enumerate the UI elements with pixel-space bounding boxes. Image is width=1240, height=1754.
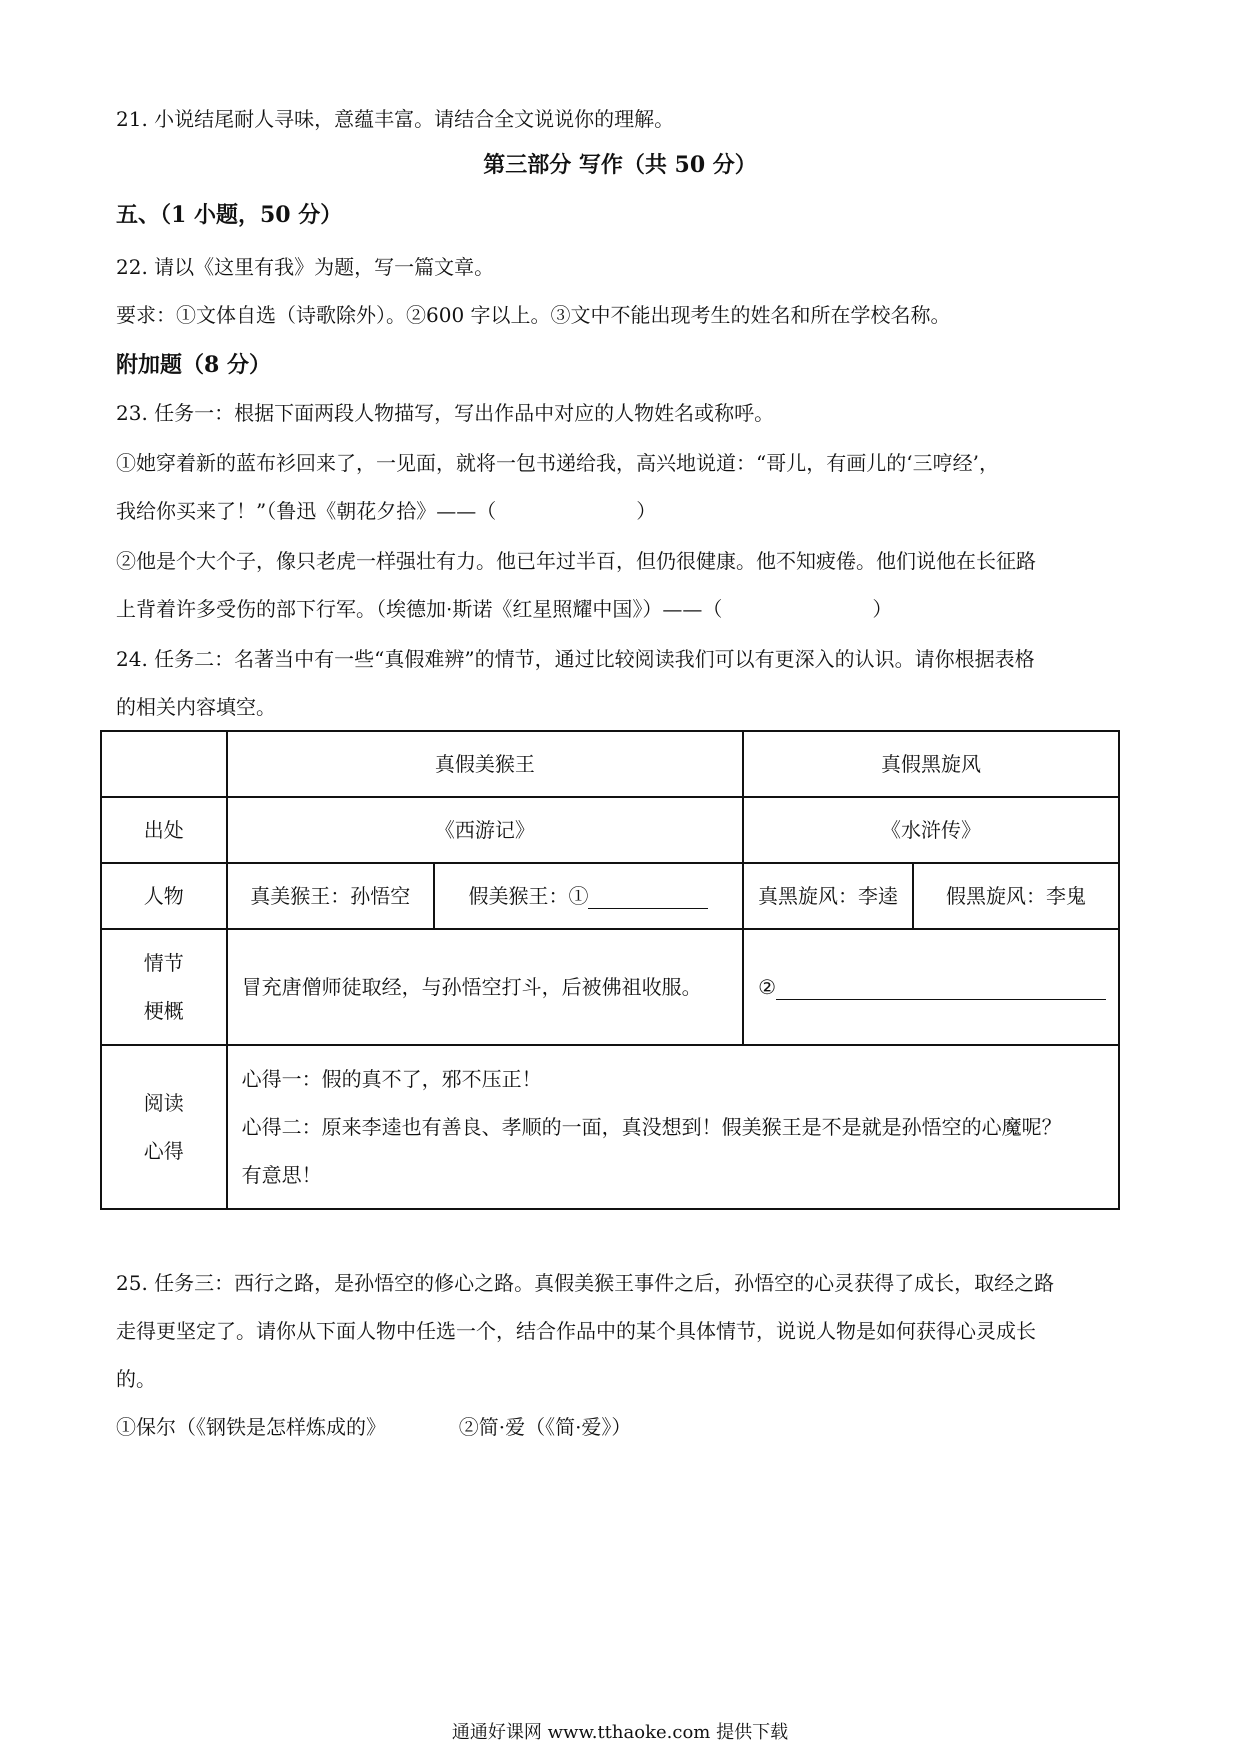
table-row [101, 929, 1119, 1045]
insight-line-2: 心得二：原来李逵也有善良、孝顺的一面，真没想到！假美猴王是不是就是孙悟空的心魔呢？ [241, 1115, 1062, 1139]
row-label-source: 出处 [101, 797, 227, 863]
question-22-requirements: 要求：①文体自选（诗歌除外）。②600 字以上。③文中不能出现考生的姓名和所在学校名称。 [116, 303, 951, 327]
question-25-options [116, 1412, 631, 1442]
question-22: 22. 请以《这里有我》为题，写一篇文章。 [116, 255, 495, 279]
answer-blank-table-2[interactable] [776, 977, 1106, 1000]
question-25-line-1: 25. 任务三：西行之路，是孙悟空的修心之路。真假美猴王事件之后，孙悟空的心灵获得了成长，取经之路 [116, 1271, 1055, 1295]
question-23-passage-2-line-2 [116, 594, 892, 624]
part3-heading: 第三部分 写作（共 50 分） [483, 152, 757, 178]
row-label-insight-2: 心得 [143, 1139, 184, 1163]
plot-whirlwind-cell [743, 929, 1119, 1045]
table-corner-cell [101, 731, 227, 797]
header-black-whirlwind: 真假黑旋风 [743, 731, 1119, 797]
table-row [101, 731, 1119, 797]
plot-monkey: 冒充唐僧师徒取经，与孙悟空打斗，后被佛祖收服。 [227, 929, 744, 1045]
question-23-passage-1-line-2 [116, 496, 656, 526]
source-water-margin: 《水浒传》 [743, 797, 1119, 863]
people-real-whirlwind: 真黑旋风：李逵 [743, 863, 913, 929]
question-21: 21. 小说结尾耐人寻味，意蕴丰富。请结合全文说说你的理解。 [116, 107, 675, 131]
passage-1-text: 我给你买来了！”（鲁迅《朝花夕拾》——（ [116, 499, 497, 523]
footer-text: 通通好课网 www.tthaoke.com 提供下载 [451, 1722, 789, 1743]
question-25-line-3: 的。 [116, 1367, 156, 1391]
row-label-plot-2: 梗概 [143, 999, 184, 1023]
question-23-passage-2-line-1: ②他是个大个子，像只老虎一样强壮有力。他已年过半百，但仍很健康。他不知疲倦。他们说他在长征路 [116, 549, 1036, 573]
people-fake-whirlwind: 假黑旋风：李鬼 [913, 863, 1119, 929]
answer-blank-table-1[interactable] [588, 886, 708, 909]
people-real-monkey: 真美猴王：孙悟空 [227, 863, 434, 929]
question-25-line-2: 走得更坚定了。请你从下面人物中任选一个，结合作品中的某个具体情节，说说人物是如何获得心灵成长 [116, 1319, 1036, 1343]
bonus-heading: 附加题（8 分） [116, 352, 271, 378]
table-row [101, 797, 1119, 863]
row-label-plot [101, 929, 227, 1045]
passage-2-text: 上背着许多受伤的部下行军。（埃德加·斯诺《红星照耀中国》）——（ [116, 597, 723, 621]
header-monkey-king: 真假美猴王 [227, 731, 744, 797]
row-label-insight-1: 阅读 [143, 1091, 184, 1115]
insight-line-1: 心得一：假的真不了，邪不压正！ [241, 1067, 542, 1091]
insight-cell [227, 1045, 1119, 1209]
plot-whirlwind-marker: ② [758, 975, 777, 999]
passage-1-close: ） [636, 499, 657, 523]
row-label-plot-1: 情节 [143, 951, 184, 975]
comparison-table [100, 730, 1120, 1210]
question-24-line-2: 的相关内容填空。 [116, 695, 276, 719]
question-23-passage-1-line-1: ①她穿着新的蓝布衫回来了，一见面，就将一包书递给我，高兴地说道：“哥儿，有画儿的‘三哼经’， [116, 451, 999, 475]
table-row [101, 1045, 1119, 1209]
people-fake-monkey-cell [434, 863, 743, 929]
row-label-insight [101, 1045, 227, 1209]
option-2: ②简·爱（《简·爱》） [458, 1415, 632, 1439]
section5-heading: 五、（1 小题，50 分） [116, 202, 343, 228]
row-label-people: 人物 [101, 863, 227, 929]
question-23: 23. 任务一：根据下面两段人物描写，写出作品中对应的人物姓名或称呼。 [116, 401, 775, 425]
question-24-line-1: 24. 任务二：名著当中有一些“真假难辨”的情节，通过比较阅读我们可以有更深入的认识。请你根据表格 [116, 647, 1035, 671]
passage-2-close: ） [872, 597, 893, 621]
table-row [101, 863, 1119, 929]
source-journey-west: 《西游记》 [227, 797, 744, 863]
people-fake-monkey: 假美猴王：① [468, 884, 589, 908]
option-1: ①保尔（《钢铁是怎样炼成的》 [116, 1415, 386, 1439]
insight-line-3: 有意思！ [241, 1163, 322, 1187]
